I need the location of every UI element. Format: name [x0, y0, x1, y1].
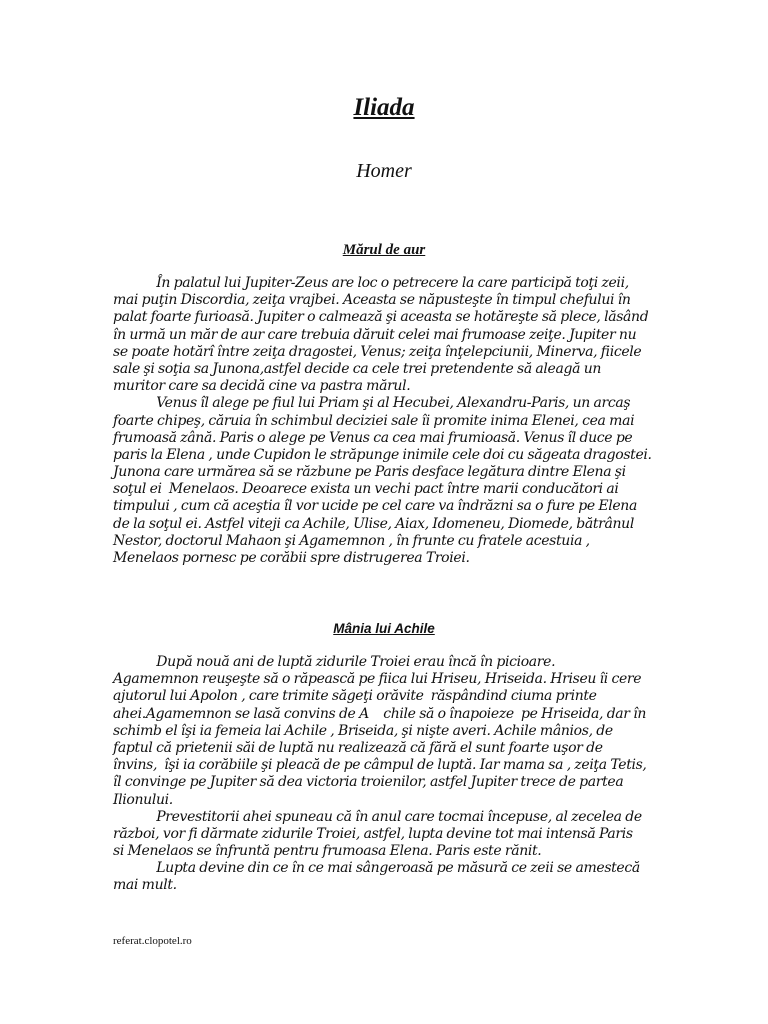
- text-line: îl convinge pe Jupiter să dea victoria troienilor, astfel Jupiter trece de partea: [113, 774, 624, 791]
- section-heading: Mărul de aur: [342, 242, 426, 258]
- text-line: de la soţul ei. Astfel viteji ca Achile, Ulise, Aiax, Idomeneu, Diomede, bătrânul: [113, 515, 634, 532]
- text-line: Junona care urmărea să se răzbune pe Paris desface legătura dintre Elena şi: [113, 464, 626, 481]
- text-line: în urmă un măr de aur care trebuia dăruit celei mai frumoase zeiţe. Jupiter nu: [113, 326, 637, 343]
- text-line: foarte chipeş, căruia în schimbul deciziei sale îi promite inima Elenei, cea mai: [113, 412, 635, 429]
- text-line: faptul că prietenii săi de luptă nu realizează că fără el sunt foarte uşor de: [113, 739, 603, 756]
- text-line: mai puţin Discordia, zeiţa vrajbei. Aceasta se năpusteşte în timpul chefului în: [113, 292, 631, 309]
- text-line: mai mult.: [113, 877, 177, 894]
- section-body: [113, 275, 657, 567]
- text-line: Menelaos pornesc pe corăbii spre distrugerea Troiei.: [113, 550, 470, 566]
- text-line: palat foarte furioasă. Jupiter o calmează şi aceasta se hotăreşte să plece, lăsând: [113, 309, 649, 326]
- text-line: muritor care sa decidă cine va pastra mărul.: [113, 378, 411, 395]
- footer-source: referat.clopotel.ro: [113, 935, 192, 947]
- document-title: Iliada: [353, 94, 415, 121]
- text-line: Venus îl alege pe fiul lui Priam şi al Hecubei, Alexandru-Paris, un arcaş: [113, 395, 631, 412]
- text-line: timpului , cum că aceştia îl vor ucide pe cel care va îndrăzni sa o fure pe Elena: [113, 498, 637, 515]
- text-line: În palatul lui Jupiter-Zeus are loc o petrecere la care participă toţi zeii,: [113, 275, 629, 291]
- text-line: sale şi soţia sa Junona,astfel decide ca cele trei pretendente să aleagă un: [113, 360, 602, 377]
- text-line: Agamemnon reuşeşte să o răpească pe fiica lui Hriseu, Hriseida. Hriseu îi cere: [113, 671, 642, 688]
- document-author: Homer: [356, 160, 412, 182]
- text-line: si Menelaos se înfruntă pentru frumoasa Elena. Paris este rănit.: [113, 843, 542, 860]
- text-line: Nestor, doctorul Mahaon şi Agamemnon , în frunte cu fratele acestuia ,: [113, 532, 590, 549]
- text-line: se poate hotărî între zeiţa dragostei, Venus; zeiţa înţelepciunii, Minerva, fiicele: [113, 343, 642, 360]
- text-line: paris la Elena , unde Cupidon le străpunge inimile cele doi cu săgeata dragostei.: [113, 446, 652, 463]
- text-line: După nouă ani de luptă zidurile Troiei erau încă în picioare.: [113, 654, 556, 670]
- section-heading: Mânia lui Achile: [333, 621, 435, 636]
- text-line: război, vor fi dărmate zidurile Troiei, astfel, lupta devine tot mai intensă Paris: [113, 825, 633, 842]
- text-line: ahei.Agamemnon se lasă convins de A chile să o înapoieze pe Hriseida, dar în: [113, 705, 647, 722]
- text-line: frumoasă zână. Paris o alege pe Venus ca cea mai frumioasă. Venus îl duce pe: [113, 429, 633, 446]
- text-line: învins, îşi ia corăbiile şi pleacă de pe câmpul de luptă. Iar mama sa , zeiţa Tetis,: [113, 757, 647, 774]
- text-line: Ilionului.: [113, 791, 173, 808]
- text-line: Lupta devine din ce în ce mai sângeroasă pe măsură ce zeii se amestecă: [113, 860, 640, 877]
- text-line: schimb el îşi ia femeia lai Achile , Briseida, şi nişte averi. Achile mânios, de: [113, 722, 613, 739]
- text-line: ajutorul lui Apolon , care trimite săgeţi orăvite răspândind ciuma printe: [113, 688, 597, 705]
- text-line: soţul ei Menelaos. Deoarece exista un vechi pact între marii conducători ai: [113, 481, 619, 498]
- section-body: [113, 654, 657, 895]
- text-line: Prevestitorii ahei spuneau că în anul care tocmai începuse, al zecelea de: [113, 808, 642, 825]
